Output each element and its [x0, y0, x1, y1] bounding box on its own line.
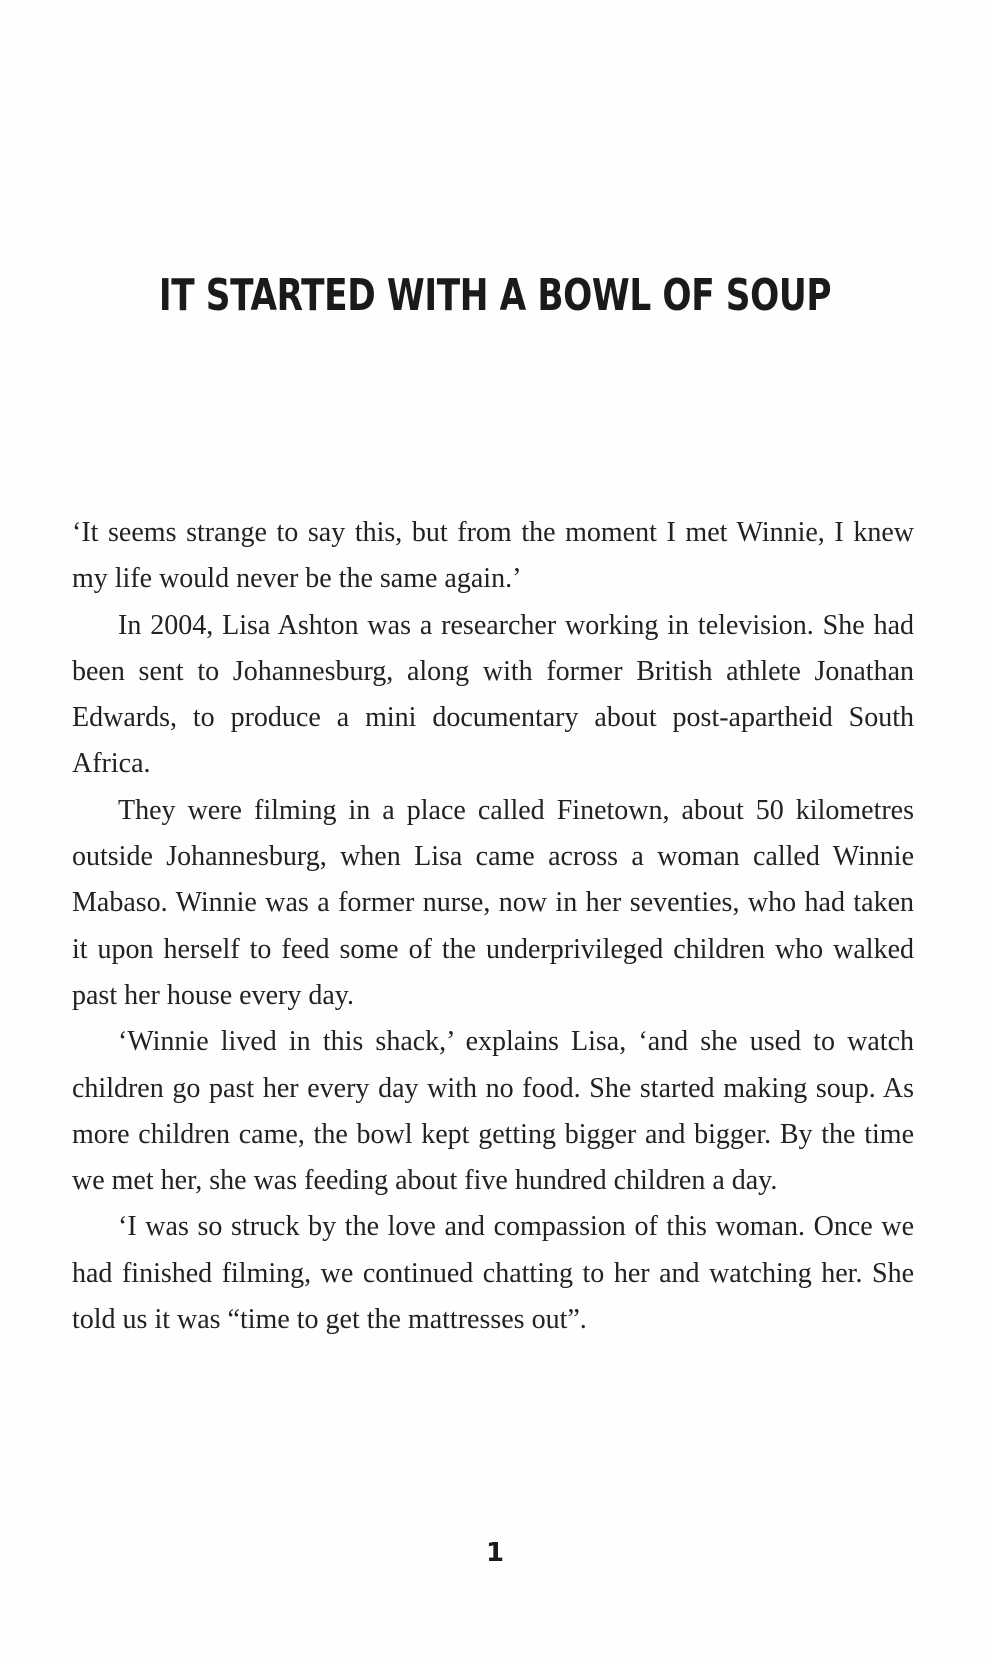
paragraph-2: In 2004, Lisa Ashton was a researcher working in television. She had been sent to Johannesburg, along with former British athlete Jonathan Edwards, to produce a mini documentary about post-apartheid South Africa. — [72, 609, 914, 780]
paragraph-4: ‘Winnie lived in this shack,’ explains Lisa, ‘and she used to watch children go past her every day with no food. She started making soup. As more children came, the bowl kept getting bigger and bigger. By the time we met her, she was feeding about five hundred children a day. — [72, 1026, 914, 1197]
paragraph-1: ‘It seems strange to say this, but from the moment I met Winnie, I knew my life would never be the same again.’ — [72, 517, 914, 595]
page-number: 1 — [485, 1538, 505, 1568]
chapter-title: IT STARTED WITH A BOWL OF SOUP — [158, 270, 832, 321]
paragraph-5: ‘I was so struck by the love and compassion of this woman. Once we had finished filming, we continued chatting to her and watching her. She told us it was “time to get the mattresses out”. — [72, 1211, 914, 1336]
body-text — [72, 510, 914, 1343]
paragraph-3: They were filming in a place called Finetown, about 50 kilometres outside Johannesburg, when Lisa came across a woman called Winnie Mabaso. Winnie was a former nurse, now in her seventies, who had taken it upon herself to feed some of the underprivileged children who walked past her house every day. — [72, 794, 914, 1011]
